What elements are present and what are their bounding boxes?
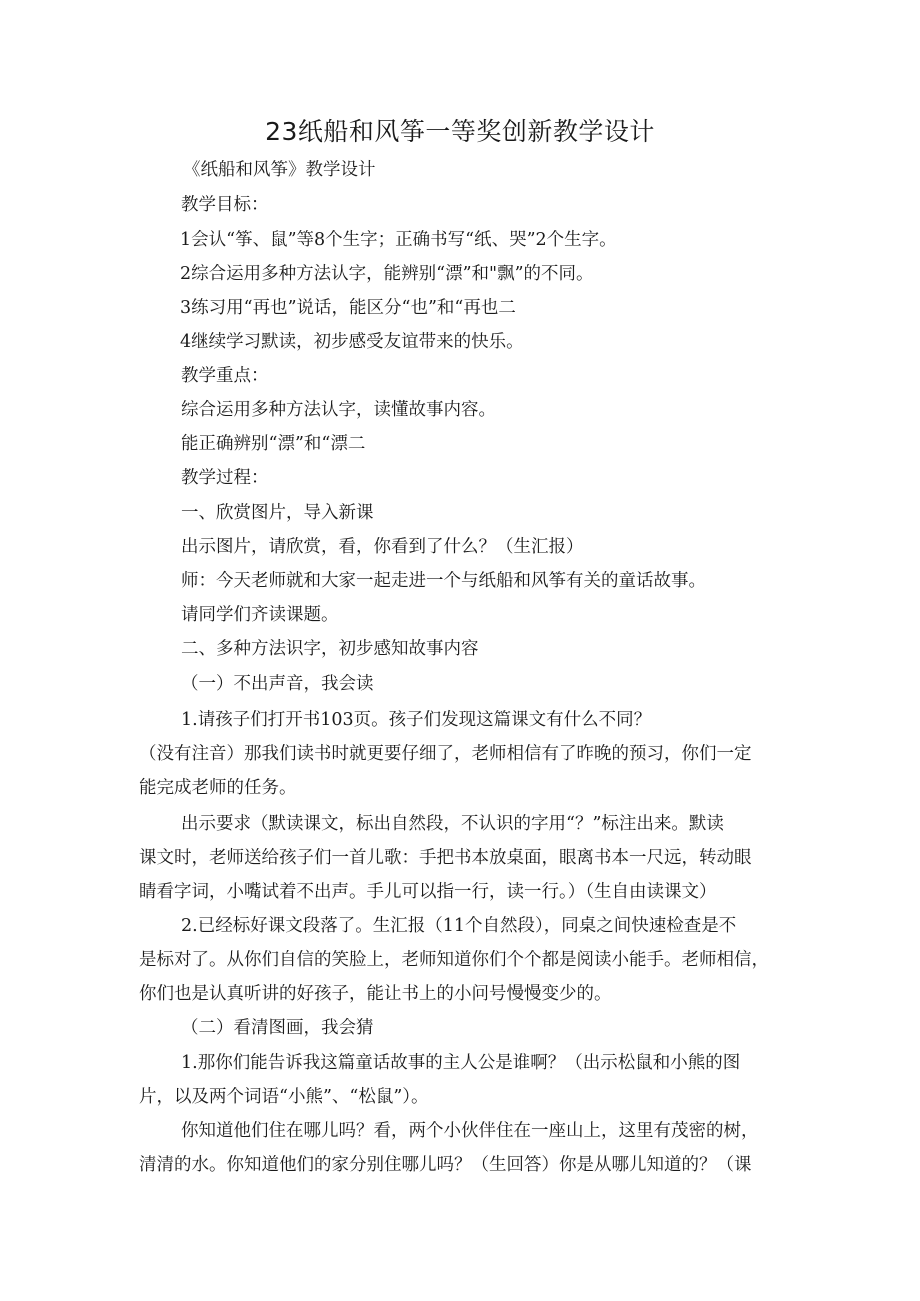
paragraph-line: 出示要求（默读课文，标出自然段，不认识的字用“？”标注出来。默读	[181, 814, 724, 834]
subsection-title: （一）不出声音，我会读	[181, 674, 374, 694]
paragraph-line: 片，以及两个词语“小熊”、“松鼠”）。	[139, 1087, 429, 1107]
document-title: 23纸船和风筝一等奖创新教学设计	[265, 117, 655, 146]
key-heading: 教学重点：	[181, 366, 269, 386]
goals-heading: 教学目标：	[181, 195, 269, 215]
paragraph-line: 出示图片，请欣赏，看，你看到了什么？（生汇报）	[181, 537, 584, 557]
subsection-title: （二）看清图画，我会猜	[181, 1018, 374, 1038]
paragraph-line: 能完成老师的任务。	[139, 778, 297, 798]
section-title: 一、欣赏图片，导入新课	[181, 503, 374, 523]
paragraph-line: 1.请孩子们打开书103页。孩子们发现这篇课文有什么不同？	[181, 710, 652, 730]
paragraph-line: 你们也是认真听讲的好孩子，能让书上的小问号慢慢变少的。	[139, 984, 612, 1004]
paragraph-line: 师：今天老师就和大家一起走进一个与纸船和风筝有关的童话故事。	[181, 571, 706, 591]
goal-item: 3练习用“再也”说话，能区分“也”和“再也二	[180, 298, 516, 318]
paragraph-line: 是标对了。从你们自信的笑脸上，老师知道你们个个都是阅读小能手。老师相信，	[139, 950, 769, 970]
key-point: 能正确辨别“漂”和“漂二	[181, 434, 366, 454]
paragraph-line: 课文时，老师送给孩子们一首儿歌：手把书本放桌面，眼离书本一尺远，转动眼	[139, 848, 752, 868]
goal-item: 4继续学习默读，初步感受友谊带来的快乐。	[180, 332, 524, 352]
paragraph-line: 清清的水。你知道他们的家分别住哪儿吗？（生回答）你是从哪儿知道的？（课	[139, 1155, 752, 1175]
paragraph-line: 你知道他们住在哪儿吗？看，两个小伙伴住在一座山上，这里有茂密的树，	[181, 1121, 759, 1141]
process-heading: 教学过程：	[181, 468, 269, 488]
paragraph-line: 睛看字词，小嘴试着不出声。手儿可以指一行，读一行。）（生自由读课文）	[139, 882, 717, 902]
goal-item: 2综合运用多种方法认字，能辨别“漂”和"飘”的不同。	[180, 264, 594, 284]
goal-item: 1会认“筝、鼠”等8个生字；正确书写“纸、哭”2个生字。	[180, 230, 617, 250]
paragraph-line: 2.已经标好课文段落了。生汇报（11个自然段），同桌之间快速检查是不	[181, 916, 737, 936]
paragraph-line: 请同学们齐读课题。	[181, 605, 339, 625]
section-title: 二、多种方法识字，初步感知故事内容	[181, 639, 479, 659]
paragraph-line: （没有注音）那我们读书时就更要仔细了，老师相信有了昨晚的预习，你们一定	[139, 744, 752, 764]
subtitle: 《纸船和风筝》教学设计	[183, 160, 376, 180]
paragraph-line: 1.那你们能告诉我这篇童话故事的主人公是谁啊？（出示松鼠和小熊的图	[181, 1053, 741, 1073]
key-point: 综合运用多种方法认字，读懂故事内容。	[181, 400, 496, 420]
